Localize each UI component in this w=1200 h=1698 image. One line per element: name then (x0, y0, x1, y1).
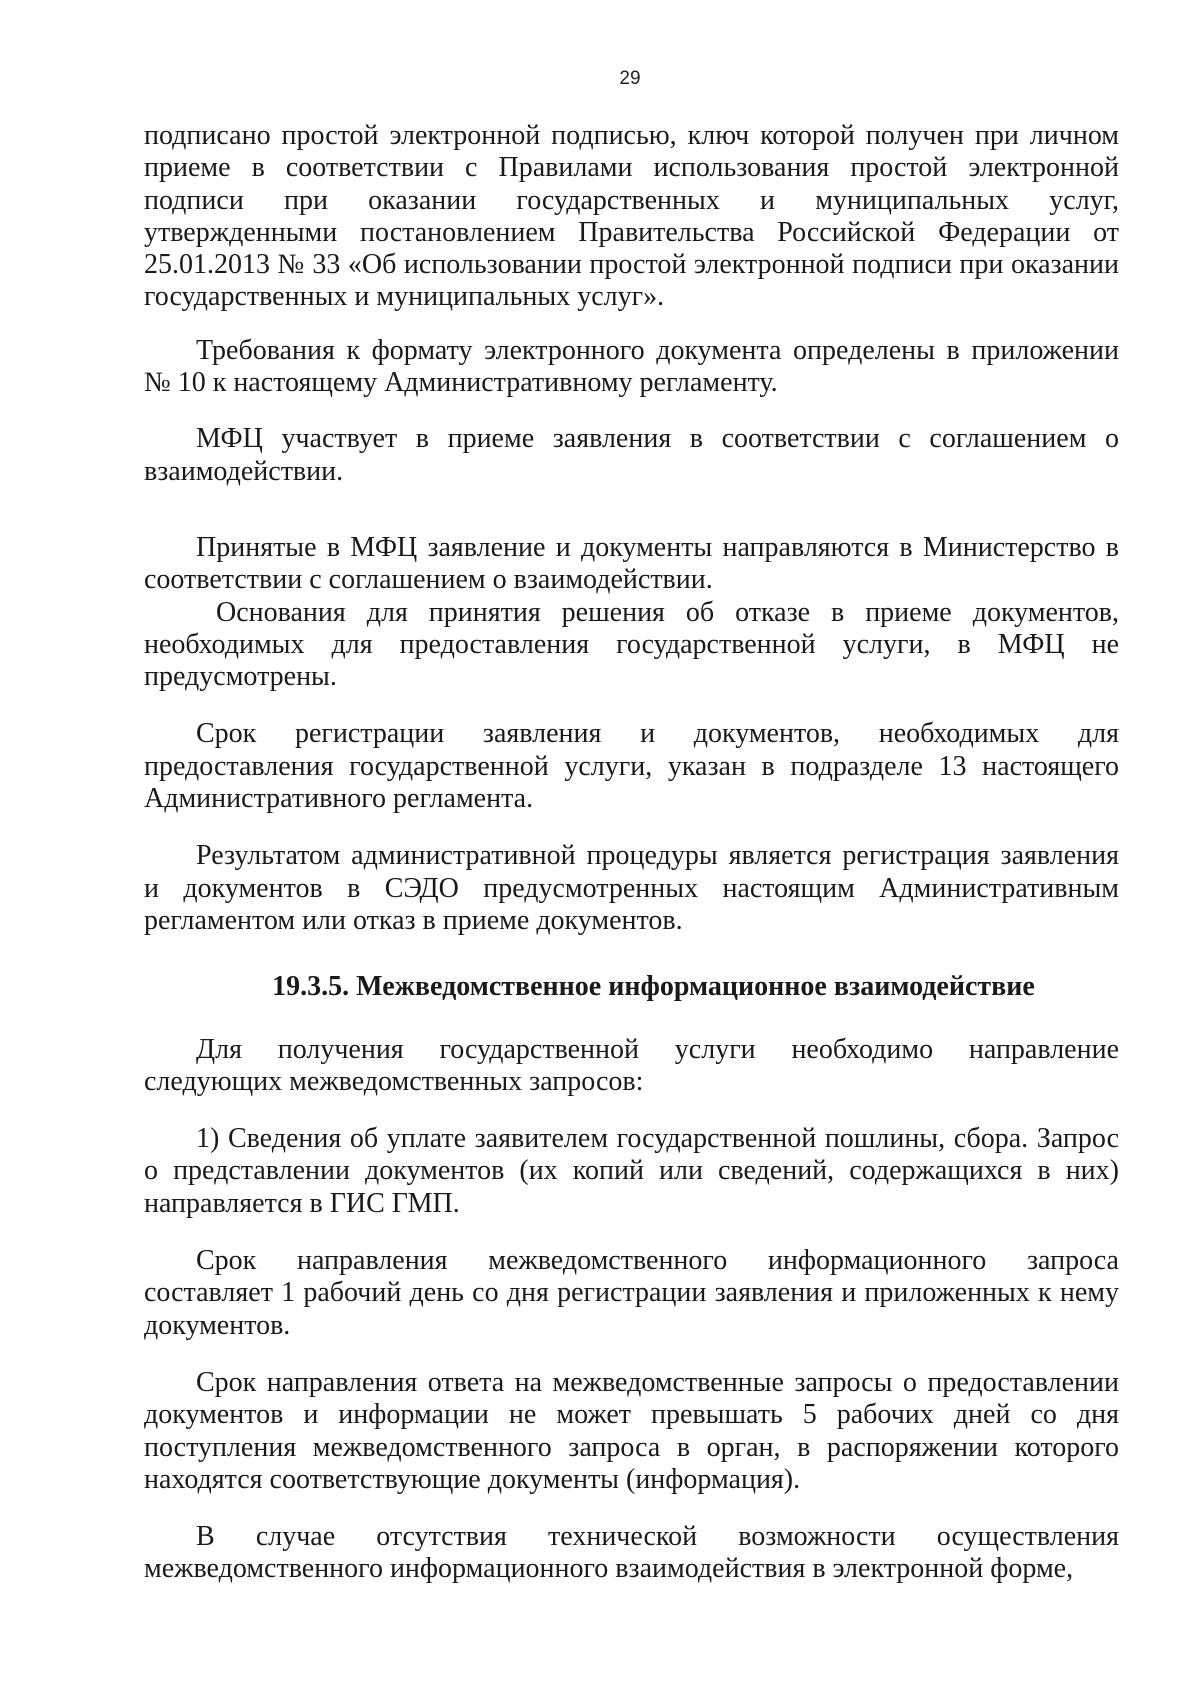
paragraph-registration-term: Срок регистрации заявления и документов, необходимых для предоставления государственной услуги, указан в подразделе 13 настоящего Административного регламента. (144, 718, 1119, 815)
paragraph-request-term: Срок направления межведомственного информационного запроса составляет 1 рабочий день со дня регистрации заявления и приложенных к нему документов. (144, 1245, 1119, 1341)
paragraph-esignature-continuation: подписано простой электронной подписью, ключ которой получен при личном приеме в соответствии с Правилами использования простой электронной подписи при оказании государственных и муниципальных услуг, утвержденными постановлением Правительства Российской Федерации от 25.01.2013 № 33 «Об использовании простой электронной подписи при оказании государственных и муниципальных услуг». (144, 120, 1119, 313)
paragraph-mfc-participation: МФЦ участвует в приеме заявления в соответствии с соглашением о взаимодействии. (144, 423, 1119, 487)
document-body (144, 120, 1119, 1586)
paragraph-no-technical-possibility: В случае отсутствия технической возможности осуществления межведомственного информационного взаимодействия в электронной форме, (144, 1521, 1119, 1585)
page-number: 29 (619, 68, 641, 89)
paragraph-fee-payment-request: 1) Сведения об уплате заявителем государственной пошлины, сбора. Запрос о представлении документов (их копий или сведений, содержащихся в них) направляется в ГИС ГМП. (144, 1123, 1119, 1219)
paragraph-refusal-grounds: Основания для принятия решения об отказе в приеме документов, необходимых для предоставления государственной услуги, в МФЦ не предусмотрены. (144, 596, 1119, 693)
paragraph-format-requirements: Требования к формату электронного документа определены в приложении № 10 к настоящему Административному регламенту. (144, 334, 1119, 399)
paragraph-requests-needed: Для получения государственной услуги необходимо направление следующих межведомственных запросов: (144, 1033, 1119, 1097)
paragraph-procedure-result: Результатом административной процедуры является регистрация заявления и документов в СЭДО предусмотренных настоящим Административным регламентом или отказ в приеме документов. (144, 840, 1119, 936)
paragraph-mfc-forwarding: Принятые в МФЦ заявление и документы направляются в Министерство в соответствии с соглашением о взаимодействии. (144, 531, 1119, 596)
paragraph-response-term: Срок направления ответа на межведомственные запросы о предоставлении документов и информации не может превышать 5 рабочих дней со дня поступления межведомственного запроса в орган, в распоряжении которого находятся соответствующие документы (информация). (144, 1366, 1119, 1495)
section-heading: 19.3.5. Межведомственное информационное взаимодействие (272, 971, 1035, 1003)
